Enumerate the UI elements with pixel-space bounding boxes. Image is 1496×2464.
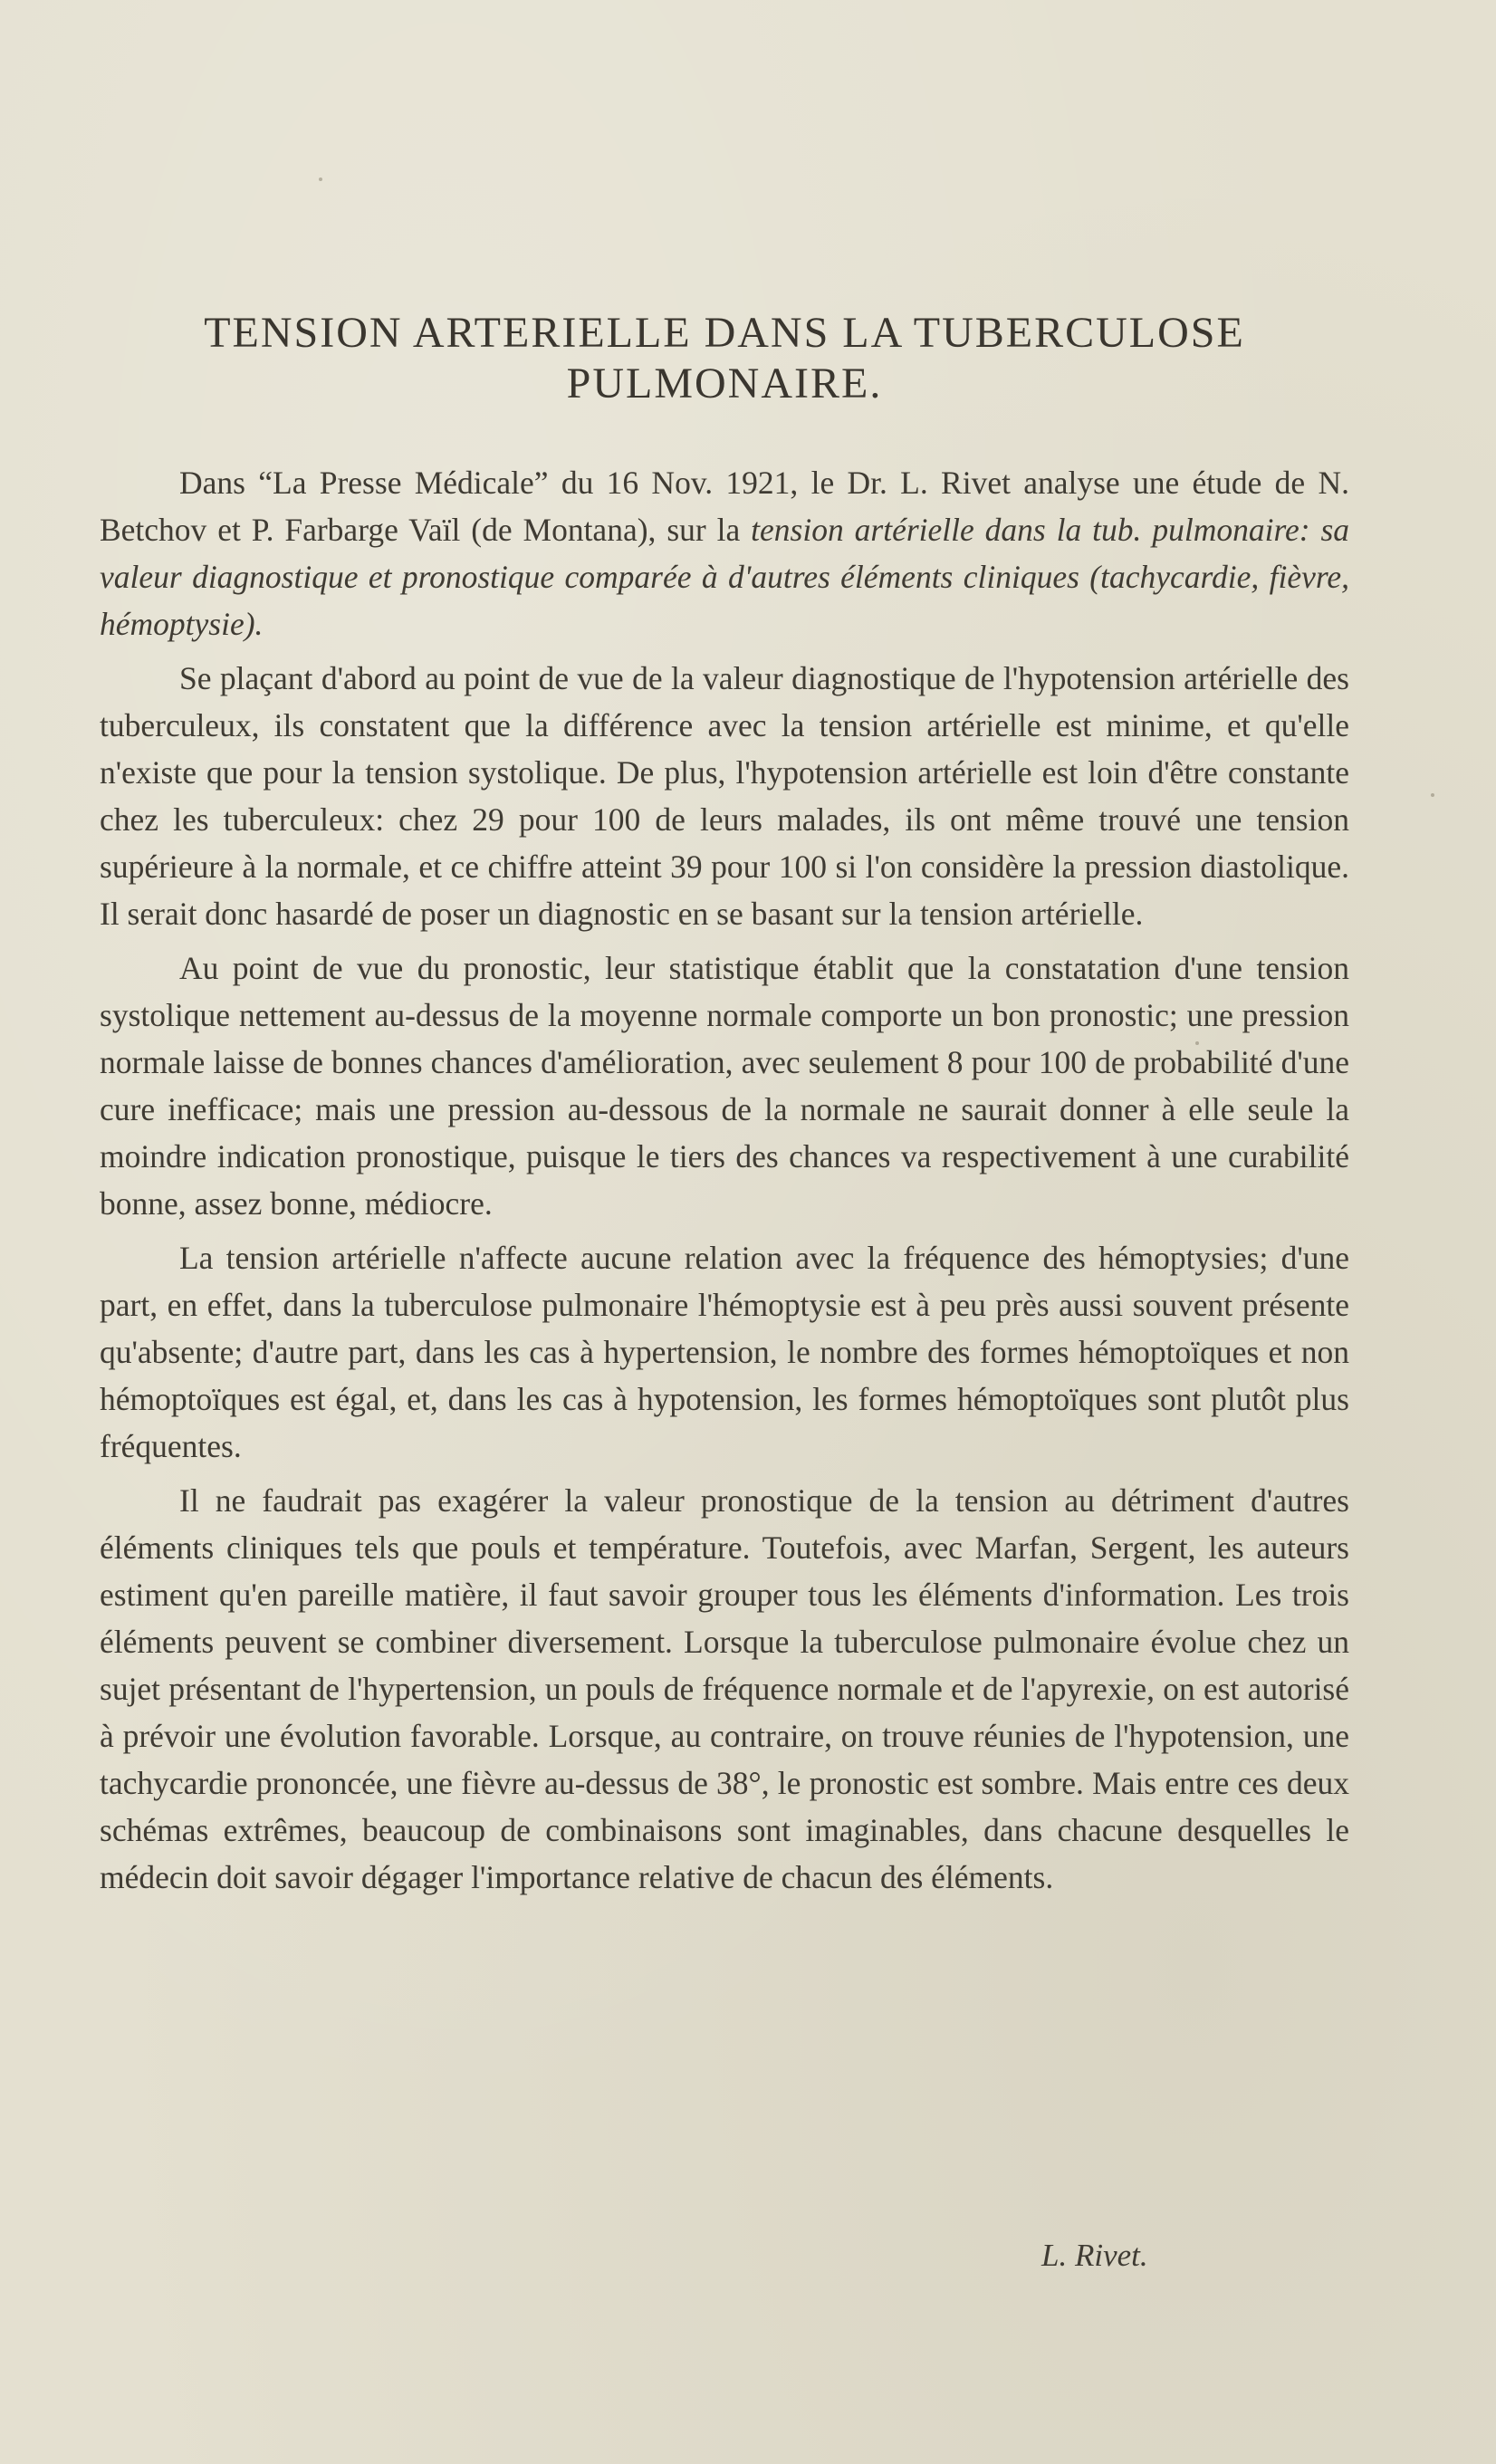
author-signature: L. Rivet. (1041, 2238, 1148, 2273)
article-title (82, 308, 1367, 409)
paragraph-4: La tension artérielle n'affecte aucune relation avec la fréquence des hémoptysies; d'une part, en effet, dans la tuberculose pulmonaire l'hémoptysie est à peu près aussi souvent présente qu'absente; d'autre part, dans les cas à hypertension, le nombre des formes hémoptoïques et non hémoptoïques est égal, et, dans les cas à hypotension, les formes hémoptoïques sont plutôt plus fréquentes. (100, 1240, 1349, 1464)
paragraph-1 (100, 459, 1349, 647)
paragraph-3: Au point de vue du pronostic, leur statistique établit que la constatation d'une tension systolique nettement au-dessus de la moyenne normale comporte un bon pronostic; une pression normale laisse de bonnes chances d'amélioration, avec seulement 8 pour 100 de probabilité d'une cure inefficace; mais une pression au-dessous de la normale ne saurait donner à elle seule la moindre indication pronostique, puisque le tiers des chances va respectivement à une curabilité bonne, assez bonne, médiocre. (100, 950, 1349, 1222)
paper-speck (1431, 793, 1434, 797)
paragraph-1-intro: Dans “La Presse Médicale” du 16 Nov. 1921, le Dr. L. Rivet analyse une étude de N. Betchov et P. Farbarge Vaïl (de Montana), sur la (100, 465, 1349, 548)
paragraph-1-italic: tension artérielle dans la tub. pulmonaire: sa valeur diagnostique et pronostique comparée à d'autres éléments cliniques (tachycardie, fièvre, hémoptysie). (100, 512, 1350, 642)
paper-speck (319, 177, 322, 181)
paragraph-5: Il ne faudrait pas exagérer la valeur pronostique de la tension au détriment d'autres éléments cliniques tels que pouls et température. Toutefois, avec Marfan, Sergent, les auteurs estiment qu'en pareille matière, il faut savoir grouper tous les éléments d'information. Les trois éléments peuvent se combiner diversement. Lorsque la tuberculose pulmonaire évolue chez un sujet présentant de l'hypertension, un pouls de fréquence normale et de l'apyrexie, on est autorisé à prévoir une évolution favorable. Lorsque, au contraire, on trouve réunies de l'hypotension, une tachycardie prononcée, une fièvre au-dessus de 38°, le pronostic est sombre. Mais entre ces deux schémas extrêmes, beaucoup de combinaisons sont imaginables, dans chacune desquelles le médecin doit savoir dégager l'importance relative de chacun des éléments. (100, 1482, 1349, 1895)
article-body (100, 459, 1349, 1908)
title-line-2: PULMONAIRE. (566, 360, 883, 407)
title-line-1: TENSION ARTERIELLE DANS LA TUBERCULOSE (204, 309, 1245, 357)
paragraph-2: Se plaçant d'abord au point de vue de la valeur diagnostique de l'hypotension artérielle des tuberculeux, ils constatent que la différence avec la tension artérielle est minime, et qu'elle n'existe que pour la tension systolique. De plus, l'hypotension artérielle est loin d'être constante chez les tuberculeux: chez 29 pour 100 de leurs malades, ils ont même trouvé une tension supérieure à la normale, et ce chiffre atteint 39 pour 100 si l'on considère la pression diastolique. Il serait donc hasardé de poser un diagnostic en se basant sur la tension artérielle. (100, 660, 1349, 932)
